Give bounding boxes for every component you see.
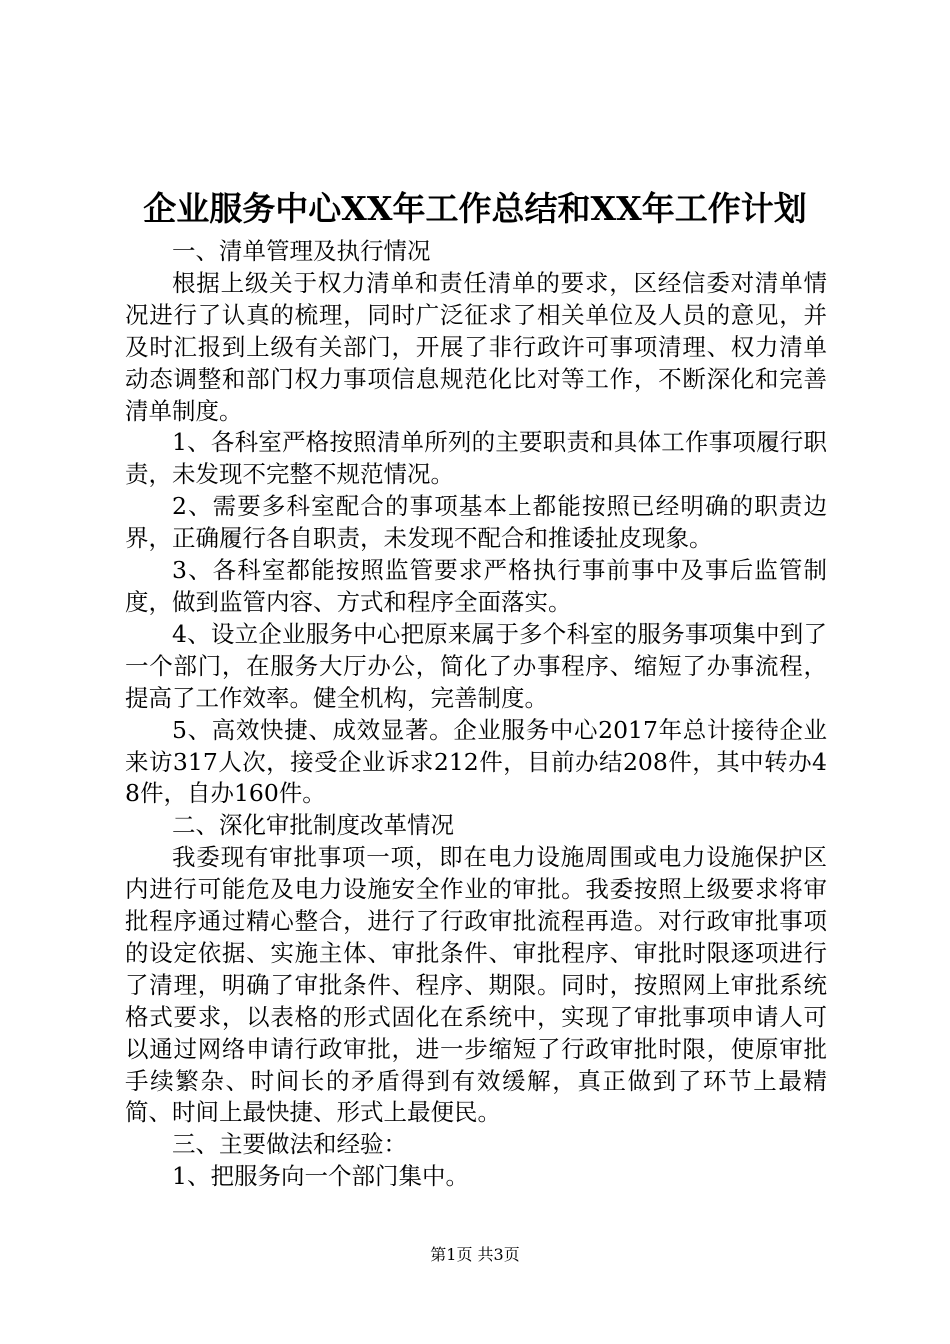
page-footer: 第1页 共3页 <box>430 1245 520 1264</box>
section-heading-2: 二、深化审批制度改革情况 <box>172 811 454 840</box>
paragraph-intro: 根据上级关于权力清单和责任清单的要求，区经信委对清单情况进行了认真的梳理，同时广泛征求了相关单位及人员的意见，并及时汇报到上级有关部门，开展了非行政许可事项清理、权力清单动态调整和部门权力事项信息规范化比对等工作，不断深化和完善清单制度。 <box>125 268 827 425</box>
section-heading-3: 三、主要做法和经验： <box>172 1130 407 1159</box>
paragraph-item-2: 2、需要多科室配合的事项基本上都能按照已经明确的职责边界，正确履行各自职责，未发现不配合和推诿扯皮现象。 <box>125 492 827 553</box>
section-heading-1: 一、清单管理及执行情况 <box>172 237 431 265</box>
paragraph-approval: 我委现有审批事项一项，即在电力设施周围或电力设施保护区内进行可能危及电力设施安全作业的审批。我委按照上级要求将审批程序通过精心整合，进行了行政审批流程再造。对行政审批事项的设定依据、实施主体、审批条件、审批程序、审批时限逐项进行了清理，明确了审批条件、程序、期限。同时，按照网上审批系统格式要求，以表格的形式固化在系统中，实现了审批事项申请人可以通过网络申请行政审批，进一步缩短了行政审批时限，使原审批手续繁杂、时间长的矛盾得到有效缓解，真正做到了环节上最精简、时间上最快捷、形式上最便民。 <box>125 843 827 1127</box>
paragraph-item-5: 5、高效快捷、成效显著。企业服务中心2017年总计接待企业来访317人次，接受企业诉求212件，目前办结208件，其中转办48件，自办160件。 <box>125 715 827 808</box>
paragraph-practice-1: 1、把服务向一个部门集中。 <box>172 1162 469 1191</box>
paragraph-item-4: 4、设立企业服务中心把原来属于多个科室的服务事项集中到了一个部门，在服务大厅办公，简化了办事程序、缩短了办事流程，提高了工作效率。健全机构，完善制度。 <box>125 619 827 712</box>
document-body <box>125 236 827 1193</box>
paragraph-item-3: 3、各科室都能按照监管要求严格执行事前事中及事后监管制度，做到监管内容、方式和程序全面落实。 <box>125 556 827 616</box>
paragraph-item-1: 1、各科室严格按照清单所列的主要职责和具体工作事项履行职责，未发现不完整不规范情况。 <box>125 428 827 489</box>
document-title: 企业服务中心XX年工作总结和XX年工作计划 <box>143 189 807 228</box>
